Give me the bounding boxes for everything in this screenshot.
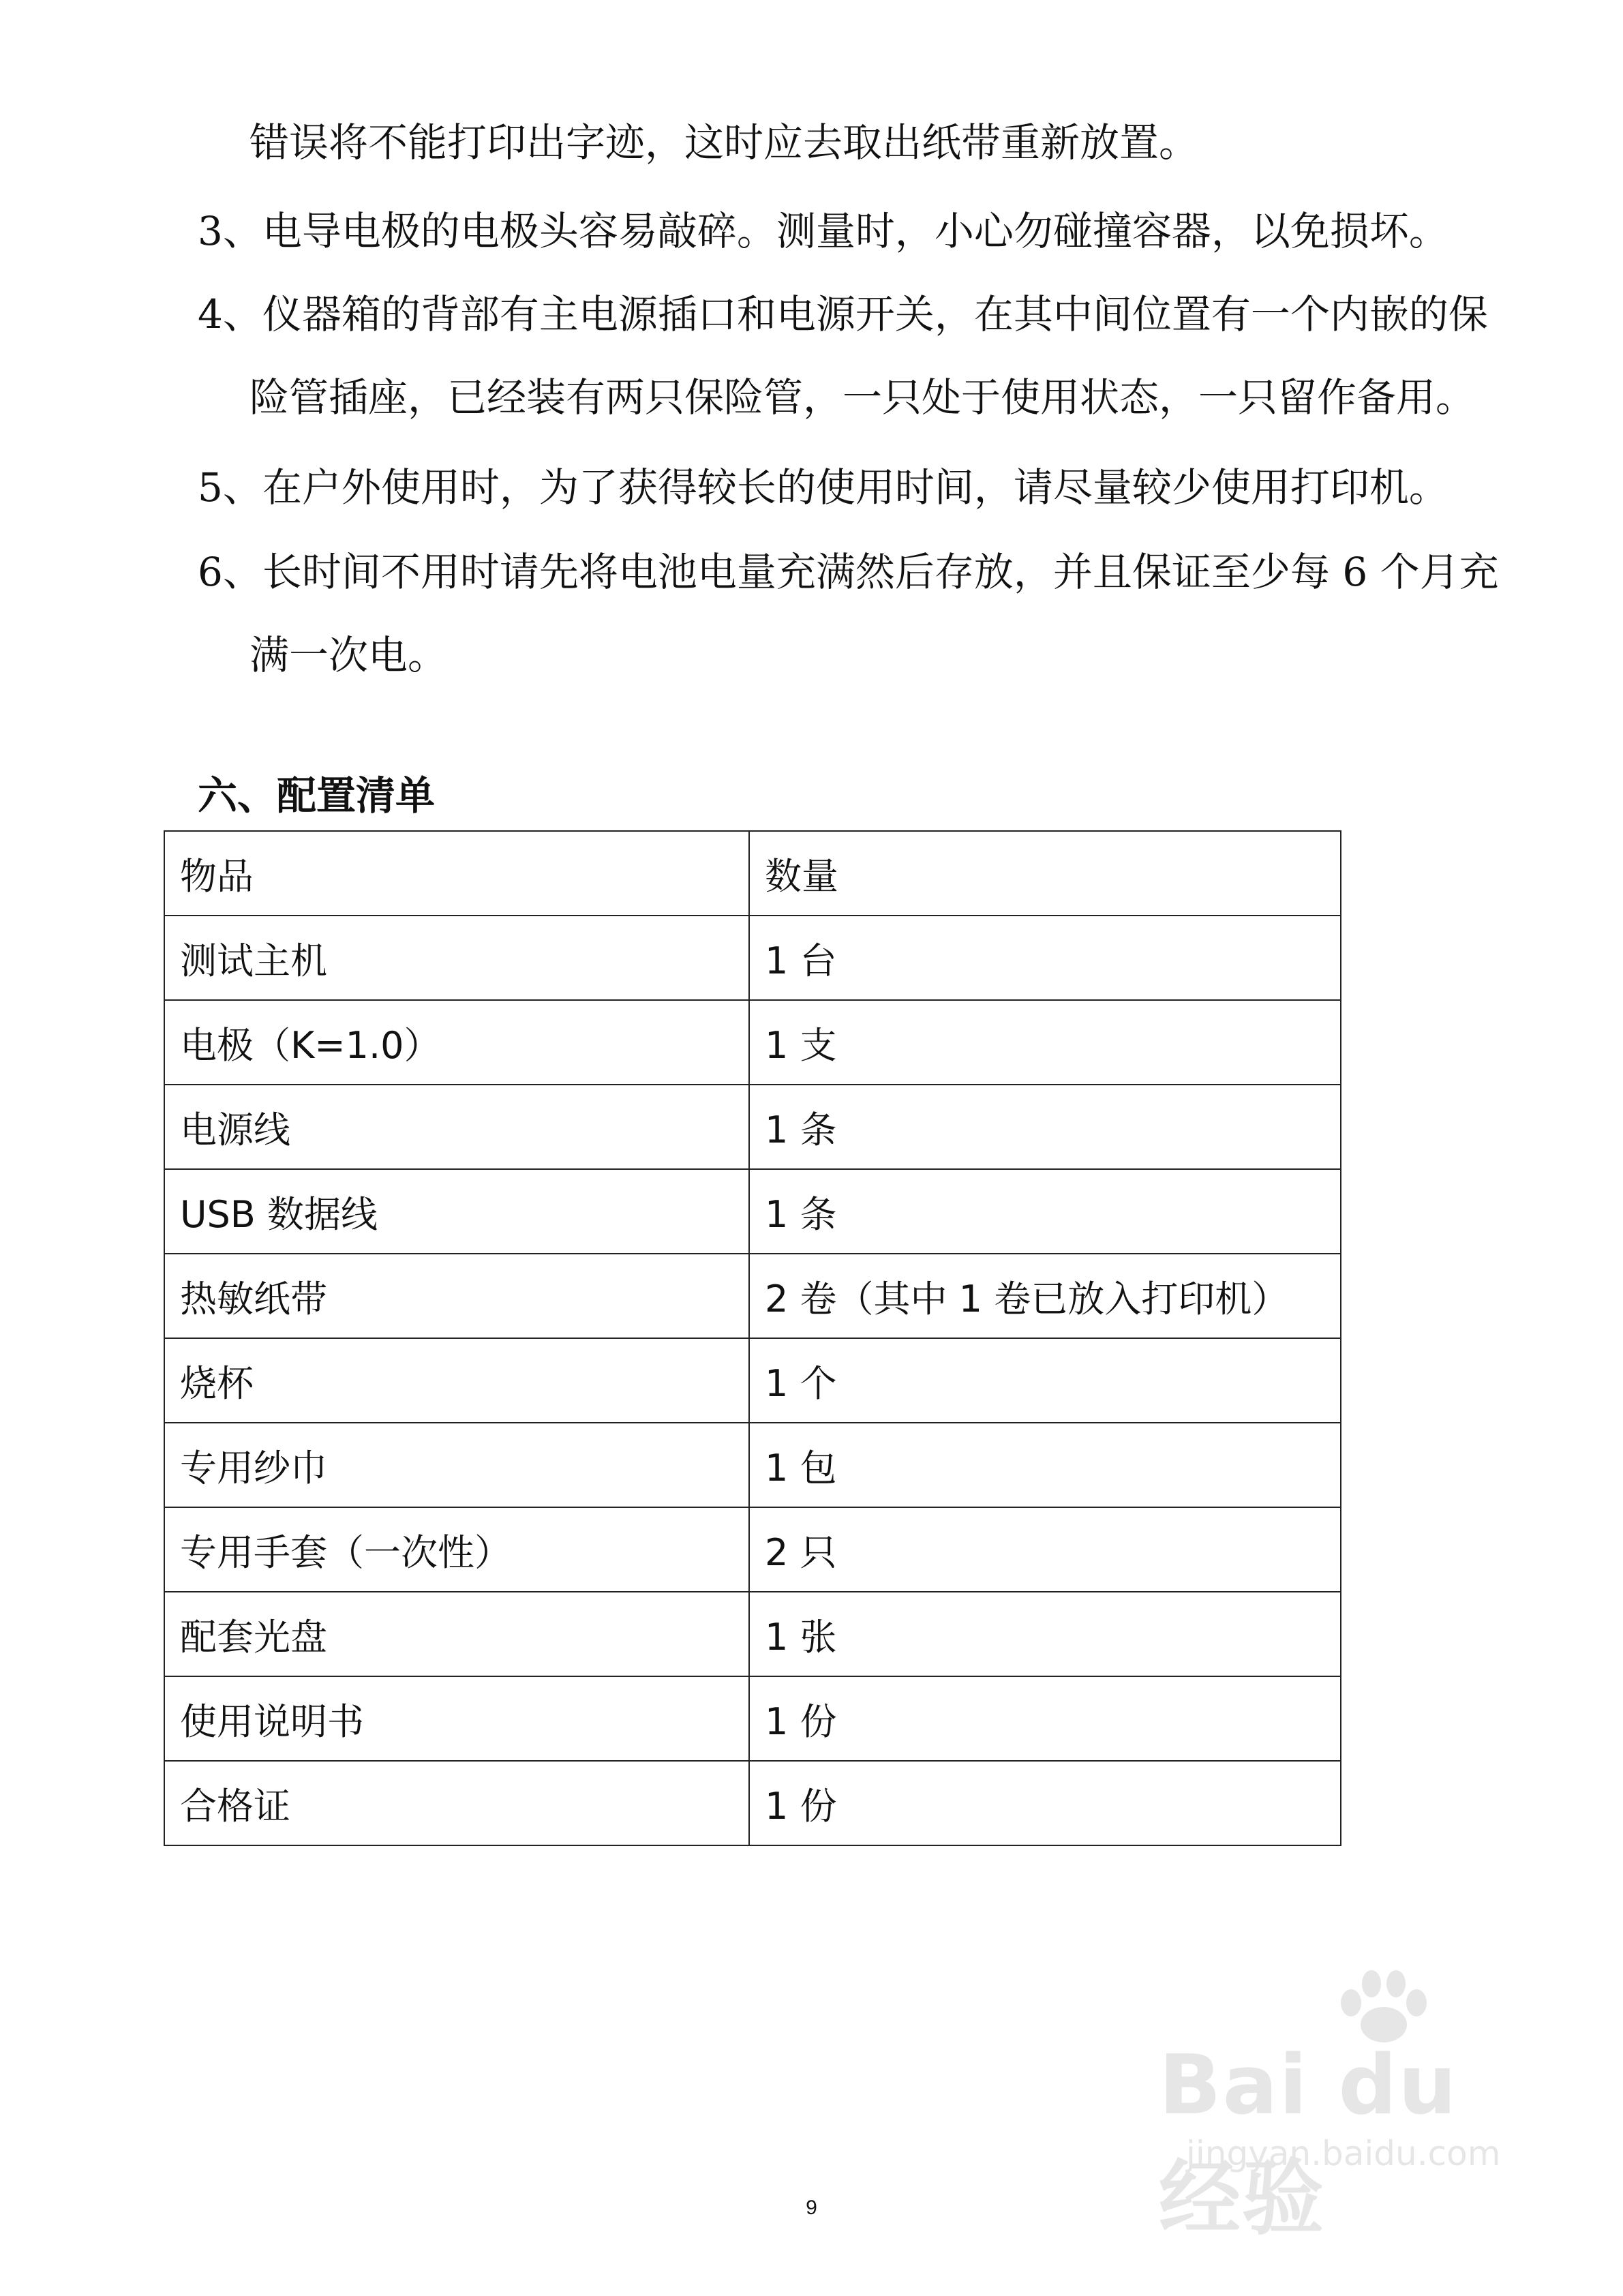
page-number: 9 bbox=[806, 2196, 817, 2219]
note-item-4-continued: 险管插座，已经装有两只保险管，一只处于使用状态，一只留作备用。 bbox=[249, 374, 1476, 421]
paw-icon bbox=[1316, 1963, 1452, 2045]
table-row bbox=[164, 1423, 1341, 1507]
watermark-url: jingyan.baidu.com bbox=[1186, 2134, 1501, 2173]
item-cell: 电源线 bbox=[164, 1085, 749, 1169]
table-row bbox=[164, 1169, 1341, 1254]
watermark bbox=[1159, 1963, 1541, 2246]
item-cell: USB 数据线 bbox=[164, 1169, 749, 1254]
table-row bbox=[164, 1676, 1341, 1761]
quantity-cell: 1 份 bbox=[749, 1676, 1341, 1761]
quantity-cell: 1 台 bbox=[749, 916, 1341, 1000]
note-item-5: 5、在户外使用时，为了获得较长的使用时间，请尽量较少使用打印机。 bbox=[198, 464, 1448, 511]
table-row bbox=[164, 1592, 1341, 1676]
quantity-cell: 1 支 bbox=[749, 1000, 1341, 1085]
table-row bbox=[164, 1338, 1341, 1423]
quantity-cell: 1 条 bbox=[749, 1169, 1341, 1254]
quantity-cell: 2 只 bbox=[749, 1507, 1341, 1592]
table-row bbox=[164, 1761, 1341, 1845]
table-row bbox=[164, 916, 1341, 1000]
item-cell: 合格证 bbox=[164, 1761, 749, 1845]
quantity-cell: 2 卷（其中 1 卷已放入打印机） bbox=[749, 1254, 1341, 1338]
item-cell: 专用纱巾 bbox=[164, 1423, 749, 1507]
quantity-cell: 1 条 bbox=[749, 1085, 1341, 1169]
table-row bbox=[164, 1254, 1341, 1338]
table-header-row bbox=[164, 831, 1341, 916]
note-item-6-continued: 满一次电。 bbox=[249, 632, 448, 678]
item-cell: 热敏纸带 bbox=[164, 1254, 749, 1338]
item-cell: 烧杯 bbox=[164, 1338, 749, 1423]
note-item-3: 3、电导电极的电极头容易敲碎。测量时，小心勿碰撞容器，以免损坏。 bbox=[198, 208, 1448, 254]
config-table bbox=[164, 830, 1341, 1846]
item-cell: 专用手套（一次性） bbox=[164, 1507, 749, 1592]
header-item: 物品 bbox=[164, 831, 749, 916]
note-line-continued: 错误将不能打印出字迹，这时应去取出纸带重新放置。 bbox=[249, 119, 1199, 166]
quantity-cell: 1 份 bbox=[749, 1761, 1341, 1845]
item-cell: 测试主机 bbox=[164, 916, 749, 1000]
watermark-brand: Bai du 经验 bbox=[1159, 2038, 1458, 2246]
note-item-4: 4、仪器箱的背部有主电源插口和电源开关，在其中间位置有一个内嵌的保 bbox=[198, 291, 1488, 337]
quantity-cell: 1 张 bbox=[749, 1592, 1341, 1676]
quantity-cell: 1 包 bbox=[749, 1423, 1341, 1507]
item-cell: 使用说明书 bbox=[164, 1676, 749, 1761]
header-quantity: 数量 bbox=[749, 831, 1341, 916]
item-cell: 配套光盘 bbox=[164, 1592, 749, 1676]
section-title: 六、配置清单 bbox=[198, 772, 436, 819]
table-row bbox=[164, 1000, 1341, 1085]
item-cell: 电极（K=1.0） bbox=[164, 1000, 749, 1085]
table-row bbox=[164, 1085, 1341, 1169]
table-row bbox=[164, 1507, 1341, 1592]
quantity-cell: 1 个 bbox=[749, 1338, 1341, 1423]
note-item-6: 6、长时间不用时请先将电池电量充满然后存放，并且保证至少每 6 个月充 bbox=[198, 549, 1499, 595]
